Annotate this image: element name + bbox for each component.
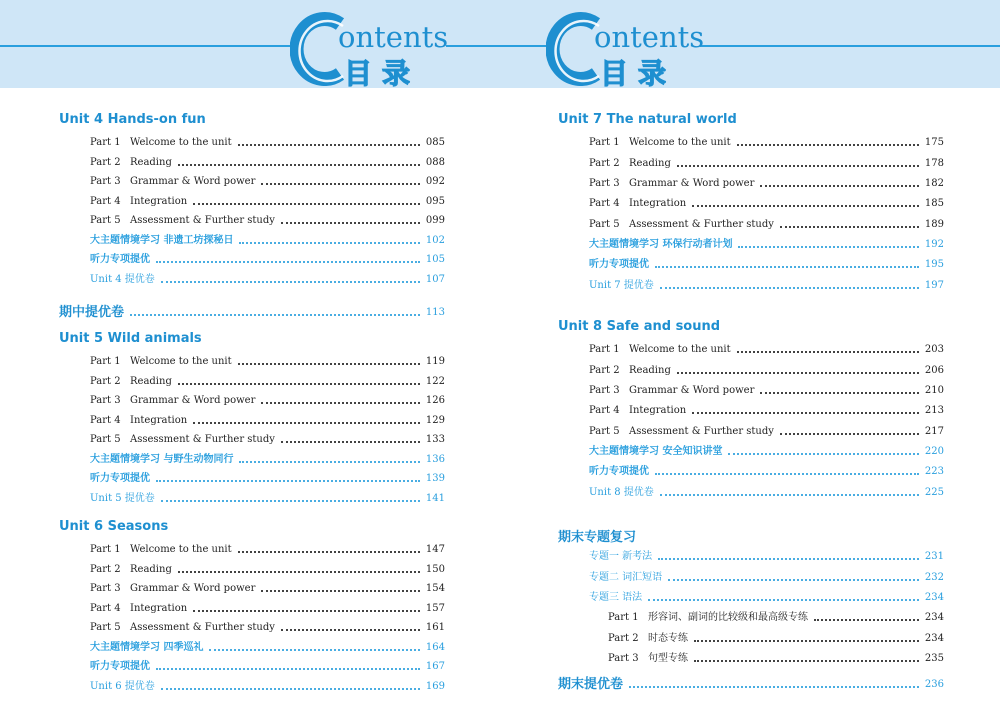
dot-leader xyxy=(156,480,420,482)
page-number: 085 xyxy=(425,137,445,148)
entry-title: 专题一 新考法 xyxy=(589,551,653,562)
page-number: 154 xyxy=(425,583,445,594)
part-label: Part 2 xyxy=(589,365,620,376)
logo-chinese: 目录 xyxy=(600,57,677,90)
header-band xyxy=(0,0,1000,88)
page-number: 234 xyxy=(924,633,944,644)
dot-leader xyxy=(629,686,919,688)
entry-title: 句型专练 xyxy=(648,653,688,664)
page-number: 141 xyxy=(425,493,445,504)
dot-leader xyxy=(692,412,919,414)
entry-title: 期中提优卷 xyxy=(59,305,125,320)
dot-leader xyxy=(760,185,919,187)
toc-entry[interactable] xyxy=(608,629,944,645)
page-number: 139 xyxy=(425,473,445,484)
entry-title: Integration xyxy=(629,198,687,209)
page-number: 157 xyxy=(425,603,445,614)
dot-leader xyxy=(130,314,420,316)
dot-leader xyxy=(814,619,919,621)
dot-leader xyxy=(193,203,420,205)
toc-entry[interactable] xyxy=(589,174,944,190)
toc-entry[interactable] xyxy=(90,599,445,615)
dot-leader xyxy=(737,144,919,146)
toc-final-entry[interactable] xyxy=(558,671,944,691)
page-number: 182 xyxy=(924,178,944,189)
entry-title: Unit 7 提优卷 xyxy=(589,280,654,291)
toc-topic-entry[interactable] xyxy=(589,547,944,563)
part-label: Part 5 xyxy=(90,215,121,226)
entry-title: Integration xyxy=(629,405,687,416)
unit-title: Unit 7 The natural world xyxy=(558,112,737,127)
toc-entry[interactable] xyxy=(589,194,944,210)
entry-title: 形容词、副词的比较级和最高级专练 xyxy=(648,612,808,623)
page-number: 147 xyxy=(425,544,445,555)
dot-leader xyxy=(660,494,919,496)
entry-title: Assessment & Further study xyxy=(130,434,275,445)
part-label: Part 1 xyxy=(589,344,620,355)
page-number: 167 xyxy=(425,661,445,672)
part-label: Part 4 xyxy=(90,415,121,426)
dot-leader xyxy=(655,473,919,475)
dot-leader xyxy=(281,629,420,631)
toc-topic-entry[interactable] xyxy=(589,568,944,584)
part-label: Part 4 xyxy=(90,196,121,207)
dot-leader xyxy=(238,363,420,365)
page-number: 234 xyxy=(924,592,944,603)
dot-leader xyxy=(161,688,420,690)
entry-title: Grammar & Word power xyxy=(130,176,256,187)
entry-title: Welcome to the unit xyxy=(629,137,731,148)
toc-entry[interactable] xyxy=(90,560,445,576)
toc-entry[interactable] xyxy=(90,411,445,427)
part-label: Part 3 xyxy=(589,385,620,396)
page-number: 178 xyxy=(924,158,944,169)
entry-title: Grammar & Word power xyxy=(629,385,755,396)
unit-title: Unit 5 Wild animals xyxy=(59,331,202,346)
dot-leader xyxy=(261,402,420,404)
unit-title: Unit 8 Safe and sound xyxy=(558,319,721,334)
dot-leader xyxy=(238,551,420,553)
dot-leader xyxy=(178,164,420,166)
logo-chinese: 目录 xyxy=(344,57,421,90)
page-number: 235 xyxy=(924,653,944,664)
dot-leader xyxy=(694,640,919,642)
toc-entry[interactable] xyxy=(608,649,944,665)
page-number: 164 xyxy=(425,642,445,653)
part-label: Part 2 xyxy=(90,376,121,387)
page-number: 129 xyxy=(425,415,445,426)
toc-entry[interactable] xyxy=(589,154,944,170)
page-number: 169 xyxy=(425,681,445,692)
entry-title: Reading xyxy=(629,158,671,169)
part-label: Part 3 xyxy=(90,176,121,187)
toc-entry[interactable] xyxy=(589,361,944,377)
page-number: 197 xyxy=(924,280,944,291)
dot-leader xyxy=(658,558,919,560)
dot-leader xyxy=(668,579,919,581)
entry-title: Welcome to the unit xyxy=(130,356,232,367)
toc-extra-entry[interactable] xyxy=(589,235,944,251)
part-label: Part 5 xyxy=(589,426,620,437)
part-label: Part 2 xyxy=(589,158,620,169)
page-number: 113 xyxy=(425,307,445,318)
toc-entry[interactable] xyxy=(90,540,445,556)
page-number: 099 xyxy=(425,215,445,226)
page-number: 231 xyxy=(924,551,944,562)
part-label: Part 4 xyxy=(589,198,620,209)
entry-title: Reading xyxy=(629,365,671,376)
entry-title: Welcome to the unit xyxy=(130,544,232,555)
final-review-title: 期末专题复习 xyxy=(558,530,637,545)
part-label: Part 5 xyxy=(90,622,121,633)
dot-leader xyxy=(738,246,918,248)
toc-entry[interactable] xyxy=(589,133,944,149)
toc-extra-entry[interactable] xyxy=(90,638,445,654)
part-label: Part 5 xyxy=(90,434,121,445)
toc-extra-entry[interactable] xyxy=(90,677,445,693)
toc-entry[interactable] xyxy=(90,172,445,188)
entry-title: Assessment & Further study xyxy=(130,622,275,633)
toc-entry[interactable] xyxy=(90,579,445,595)
dot-leader xyxy=(737,351,919,353)
toc-extra-entry[interactable] xyxy=(589,483,944,499)
toc-extra-entry[interactable] xyxy=(90,250,445,266)
page-number: 088 xyxy=(425,157,445,168)
unit-title: Unit 4 Hands-on fun xyxy=(59,112,206,127)
entry-title: Integration xyxy=(130,196,188,207)
entry-title: 听力专项提优 xyxy=(589,466,649,477)
part-label: Part 4 xyxy=(90,603,121,614)
toc-extra-entry[interactable] xyxy=(90,489,445,505)
toc-entry[interactable] xyxy=(90,211,445,227)
toc-topic-entry[interactable] xyxy=(589,588,944,604)
part-label: Part 2 xyxy=(90,157,121,168)
page-number: 223 xyxy=(924,466,944,477)
dot-leader xyxy=(161,281,420,283)
toc-entry[interactable] xyxy=(589,340,944,356)
entry-title: Welcome to the unit xyxy=(130,137,232,148)
entry-title: 听力专项提优 xyxy=(589,259,649,270)
dot-leader xyxy=(156,261,420,263)
dot-leader xyxy=(239,461,419,463)
toc-extra-entry[interactable] xyxy=(90,469,445,485)
dot-leader xyxy=(728,453,918,455)
unit-title: Unit 6 Seasons xyxy=(59,519,169,534)
page-number: 150 xyxy=(425,564,445,575)
toc-extra-entry[interactable] xyxy=(589,442,944,458)
dot-leader xyxy=(193,610,420,612)
entry-title: Grammar & Word power xyxy=(130,583,256,594)
page-number: 213 xyxy=(924,405,944,416)
header-rule-right xyxy=(700,45,1000,47)
dot-leader xyxy=(178,383,420,385)
dot-leader xyxy=(780,433,919,435)
entry-title: 期末提优卷 xyxy=(558,677,624,692)
toc-entry[interactable] xyxy=(90,391,445,407)
entry-title: Reading xyxy=(130,564,172,575)
logo-english: ontents xyxy=(338,20,449,54)
toc-extra-entry[interactable] xyxy=(589,462,944,478)
entry-title: 专题三 语法 xyxy=(589,592,643,603)
page-number: 192 xyxy=(924,239,944,250)
toc-entry[interactable] xyxy=(90,352,445,368)
toc-entry[interactable] xyxy=(90,153,445,169)
entry-title: Welcome to the unit xyxy=(629,344,731,355)
entry-title: 听力专项提优 xyxy=(90,254,150,265)
part-label: Part 1 xyxy=(90,137,121,148)
dot-leader xyxy=(660,287,919,289)
page-number: 161 xyxy=(425,622,445,633)
page-number: 105 xyxy=(425,254,445,265)
entry-title: Unit 8 提优卷 xyxy=(589,487,654,498)
page-number: 232 xyxy=(924,572,944,583)
part-label: Part 3 xyxy=(90,583,121,594)
entry-title: Assessment & Further study xyxy=(629,219,774,230)
toc-midterm-entry[interactable] xyxy=(59,299,445,319)
entry-title: Grammar & Word power xyxy=(629,178,755,189)
entry-title: Unit 4 提优卷 xyxy=(90,274,155,285)
dot-leader xyxy=(178,571,420,573)
entry-title: Reading xyxy=(130,376,172,387)
toc-entry[interactable] xyxy=(90,192,445,208)
dot-leader xyxy=(193,422,420,424)
page-number: 092 xyxy=(425,176,445,187)
toc-entry[interactable] xyxy=(608,608,944,624)
page-number: 133 xyxy=(425,434,445,445)
dot-leader xyxy=(161,500,420,502)
dot-leader xyxy=(694,660,919,662)
toc-entry[interactable] xyxy=(90,372,445,388)
page-number: 217 xyxy=(924,426,944,437)
entry-title: 时态专练 xyxy=(648,633,688,644)
page-number: 234 xyxy=(924,612,944,623)
toc-entry[interactable] xyxy=(90,133,445,149)
toc-extra-entry[interactable] xyxy=(90,231,445,247)
entry-title: 大主题情境学习 与野生动物同行 xyxy=(90,454,234,465)
dot-leader xyxy=(238,144,420,146)
toc-entry[interactable] xyxy=(589,215,944,231)
toc-entry[interactable] xyxy=(589,401,944,417)
dot-leader xyxy=(648,599,919,601)
toc-entry[interactable] xyxy=(90,430,445,446)
page-number: 195 xyxy=(924,259,944,270)
page-number: 210 xyxy=(924,385,944,396)
entry-title: Integration xyxy=(130,415,188,426)
page-number: 225 xyxy=(924,487,944,498)
dot-leader xyxy=(692,205,919,207)
part-label: Part 4 xyxy=(589,405,620,416)
page-number: 107 xyxy=(425,274,445,285)
page-number: 189 xyxy=(924,219,944,230)
page-number: 175 xyxy=(924,137,944,148)
dot-leader xyxy=(281,441,420,443)
part-label: Part 1 xyxy=(90,544,121,555)
dot-leader xyxy=(780,226,919,228)
entry-title: Integration xyxy=(130,603,188,614)
dot-leader xyxy=(760,392,919,394)
toc-entry[interactable] xyxy=(589,422,944,438)
dot-leader xyxy=(239,242,419,244)
dot-leader xyxy=(261,590,420,592)
toc-extra-entry[interactable] xyxy=(90,450,445,466)
header-rule-left xyxy=(0,45,300,47)
entry-title: 听力专项提优 xyxy=(90,473,150,484)
toc-extra-entry[interactable] xyxy=(589,276,944,292)
part-label: Part 3 xyxy=(90,395,121,406)
page-number: 203 xyxy=(924,344,944,355)
entry-title: 专题二 词汇短语 xyxy=(589,572,663,583)
page-number: 102 xyxy=(425,235,445,246)
part-label: Part 1 xyxy=(608,612,639,623)
page-number: 126 xyxy=(425,395,445,406)
toc-entry[interactable] xyxy=(589,381,944,397)
part-label: Part 5 xyxy=(589,219,620,230)
dot-leader xyxy=(281,222,420,224)
entry-title: 大主题情境学习 四季巡礼 xyxy=(90,642,204,653)
page-number: 122 xyxy=(425,376,445,387)
entry-title: 大主题情境学习 环保行动者计划 xyxy=(589,239,733,250)
dot-leader xyxy=(655,266,919,268)
entry-title: Grammar & Word power xyxy=(130,395,256,406)
contents-logo-left xyxy=(290,10,450,90)
page-number: 206 xyxy=(924,365,944,376)
part-label: Part 2 xyxy=(90,564,121,575)
page-number: 095 xyxy=(425,196,445,207)
page-number: 136 xyxy=(425,454,445,465)
entry-title: Reading xyxy=(130,157,172,168)
toc-entry[interactable] xyxy=(90,618,445,634)
page-number: 236 xyxy=(924,679,944,690)
dot-leader xyxy=(261,183,420,185)
part-label: Part 3 xyxy=(589,178,620,189)
entry-title: Unit 6 提优卷 xyxy=(90,681,155,692)
part-label: Part 1 xyxy=(90,356,121,367)
page-number: 119 xyxy=(425,356,445,367)
contents-logo-right xyxy=(546,10,706,90)
entry-title: 大主题情境学习 安全知识讲堂 xyxy=(589,446,723,457)
entry-title: 听力专项提优 xyxy=(90,661,150,672)
logo-english: ontents xyxy=(594,20,705,54)
entry-title: Assessment & Further study xyxy=(130,215,275,226)
part-label: Part 2 xyxy=(608,633,639,644)
part-label: Part 1 xyxy=(589,137,620,148)
page-number: 220 xyxy=(924,446,944,457)
header-rule-middle xyxy=(446,45,556,47)
toc-extra-entry[interactable] xyxy=(589,255,944,271)
page-number: 185 xyxy=(924,198,944,209)
dot-leader xyxy=(677,165,919,167)
toc-extra-entry[interactable] xyxy=(90,270,445,286)
entry-title: Assessment & Further study xyxy=(629,426,774,437)
toc-extra-entry[interactable] xyxy=(90,657,445,673)
entry-title: Unit 5 提优卷 xyxy=(90,493,155,504)
dot-leader xyxy=(209,649,419,651)
part-label: Part 3 xyxy=(608,653,639,664)
dot-leader xyxy=(677,372,919,374)
dot-leader xyxy=(156,668,420,670)
entry-title: 大主题情境学习 非遗工坊探秘日 xyxy=(90,235,234,246)
